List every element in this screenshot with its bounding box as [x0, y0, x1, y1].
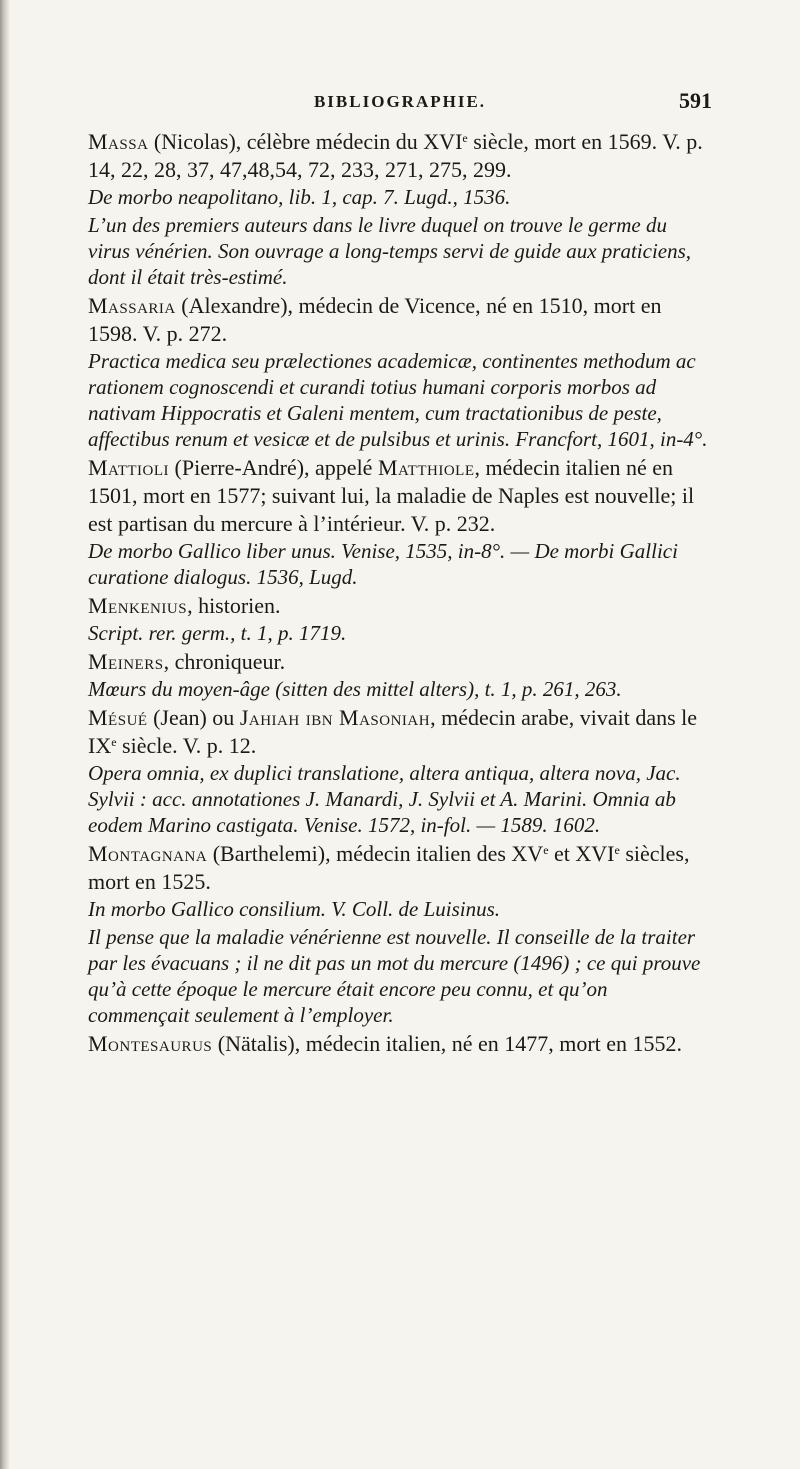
bibliography-entry-mattioli: [88, 454, 712, 590]
entry-text: (Nicolas), célèbre médecin du XVI: [148, 129, 463, 154]
entry-text: siècle. V. p. 12.: [116, 733, 257, 758]
work-note: L’un des premiers auteurs dans le livre duquel on trouve le germe du virus vénérien. Son ouvrage a long-temps servi de guide aux praticiens, dont il était très-estimé.: [88, 213, 692, 289]
bibliography-entry-montesaurus: [88, 1030, 712, 1058]
superscript: e: [462, 131, 468, 145]
work-citation: In morbo Gallico consilium. V. Coll. de Luisinus.: [88, 897, 501, 921]
entry-heading: [88, 704, 712, 760]
work-note: Il pense que la maladie vénérienne est nouvelle. Il conseille de la traiter par les évacuans ; il ne dit pas un mot du mercure (1496) ; ce qui prouve qu’à cette époque le mercure était encore peu connu, et qu’on commençait seulement à l’employer.: [88, 925, 701, 1027]
work-citation: De morbo Gallico liber unus. Venise, 1535, in-8°. — De morbi Gallici curatione dialogus. 1536, Lugd.: [88, 539, 678, 589]
entry-text: siècles, mort en 1525.: [88, 841, 690, 894]
author-alias: Jahiah ibn Masoniah: [239, 705, 431, 730]
running-title: BIBLIOGRAPHIE.: [313, 92, 487, 111]
entry-text: (Barthelemi), médecin italien des XV: [207, 841, 544, 866]
author-name: Mésué: [88, 705, 148, 730]
entry-heading: [88, 128, 712, 184]
bibliography-entry-massaria: [88, 292, 712, 452]
author-name: Massa: [88, 129, 149, 154]
author-name: Massaria: [88, 293, 176, 318]
author-name: Montesaurus: [88, 1031, 213, 1056]
bibliography-entry-menkenius: [88, 592, 712, 646]
entry-text: (Alexandre), médecin de Vicence, né en 1510, mort en 1598. V. p. 272.: [88, 293, 662, 346]
running-header: [88, 88, 712, 118]
work-citation: De morbo neapolitano, lib. 1, cap. 7. Lugd., 1536.: [88, 185, 511, 209]
work-citation: Mœurs du moyen-âge (sitten des mittel alters), t. 1, p. 261, 263.: [88, 677, 622, 701]
entry-text: , médecin arabe, vivait dans le IX: [88, 705, 698, 758]
entry-text: , chroniqueur.: [163, 649, 286, 674]
author-alias: Matthiole: [377, 455, 475, 480]
entry-text: , médecin italien né en 1501, mort en 1577; suivant lui, la maladie de Naples est nouvelle; il est partisan du mercure à l’intérieur. V. p. 232.: [88, 455, 695, 536]
work-citation: Script. rer. germ., t. 1, p. 1719.: [88, 621, 347, 645]
author-name: Mattioli: [88, 455, 170, 480]
work-citation: Practica medica seu prælectiones academicæ, continentes methodum ac rationem cognoscendi et curandi totius humani corporis morbos ad nativam Hippocratis et Galeni mentem, cum tractationibus de peste, affectibus renum et vesicæ et de pulsibus et urinis. Francfort, 1601, in-4°.: [88, 349, 708, 451]
entry-text: (Pierre-André), appelé: [169, 455, 378, 480]
bibliography-entry-meiners: [88, 648, 712, 702]
bibliography-entry-massa: [88, 128, 712, 290]
entry-heading: [88, 648, 712, 676]
author-name: Meiners: [88, 649, 164, 674]
entry-text: et XVI: [548, 841, 615, 866]
author-name: Montagnana: [88, 841, 208, 866]
author-name: Menkenius: [88, 593, 188, 618]
entry-heading: [88, 1030, 712, 1058]
bibliography-entry-montagnana: [88, 840, 712, 1028]
page-binding-edge: [0, 0, 10, 1469]
book-page: [88, 88, 712, 1058]
superscript: e: [543, 843, 549, 857]
entry-text: (Jean) ou: [147, 705, 240, 730]
page-number: 591: [679, 88, 712, 113]
superscript: e: [111, 735, 117, 749]
entry-heading: [88, 592, 712, 620]
work-citation: Opera omnia, ex duplici translatione, altera antiqua, altera nova, Jac. Sylvii : acc. annotationes J. Manardi, J. Sylvii et A. Marini. Omnia ab eodem Marino castigata. Venise. 1572, in-fol. — 1589. 1602.: [88, 761, 681, 837]
superscript: e: [614, 843, 620, 857]
entry-heading: [88, 454, 712, 538]
bibliography-entry-mesue: [88, 704, 712, 838]
entry-text: siècle, mort en 1569. V. p. 14, 22, 28, 37, 47,48,54, 72, 233, 271, 275, 299.: [88, 129, 703, 182]
entry-text: (Nätalis), médecin italien, né en 1477, mort en 1552.: [212, 1031, 683, 1056]
entry-text: , historien.: [187, 593, 281, 618]
entry-heading: [88, 840, 712, 896]
entry-heading: [88, 292, 712, 348]
